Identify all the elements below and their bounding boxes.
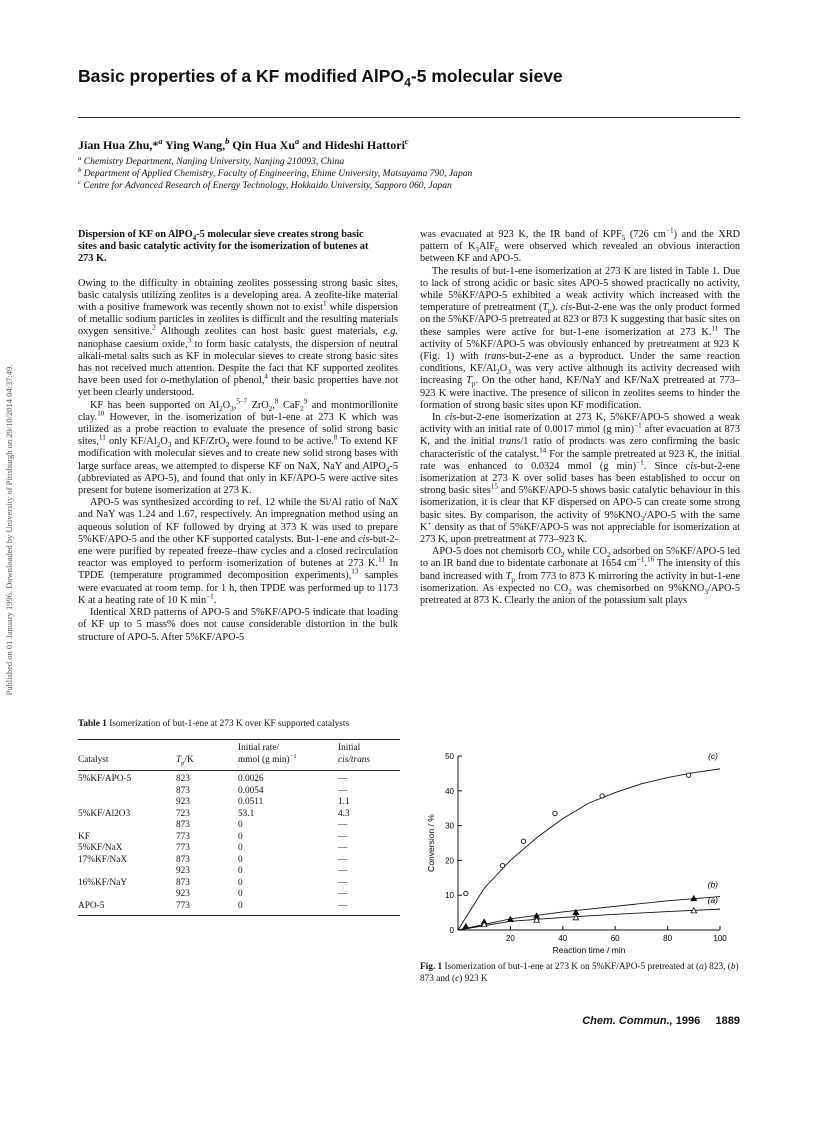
series-label: (c) (708, 750, 718, 761)
affiliations (78, 156, 740, 192)
title-rule (78, 117, 740, 118)
table-cell: 16%KF/NaY (78, 877, 128, 888)
table-cell: 723 (176, 808, 190, 819)
table-cell: APO-5 (78, 900, 105, 911)
y-tick-label: 10 (445, 891, 454, 901)
table-cell: 0.0511 (238, 797, 264, 807)
x-tick-label: 80 (663, 934, 673, 943)
page-number: 1889 (715, 1015, 740, 1027)
y-tick-label: 50 (445, 752, 454, 761)
data-point (500, 863, 504, 867)
table-cell: 0 (238, 866, 243, 876)
table-cell: — (338, 843, 348, 853)
table-cell: 0 (238, 831, 243, 842)
x-axis-label: Reaction time / min (552, 945, 626, 955)
table-cell: 773 (176, 900, 190, 911)
table-cell: 823 (176, 774, 190, 784)
journal-name: Chem. Commun., (582, 1015, 673, 1027)
y-tick-label: 30 (445, 821, 454, 831)
table-cell: — (338, 866, 348, 876)
x-tick-label: 20 (505, 934, 515, 943)
body-paragraph-7: In cis-but-2-ene isomerization at 273 K, 5%KF/APO-5 showed a weak activity with an initial rate of 0.0017 mmol (g min)$^{-1}$ after evacuation at 873 K, and the initial trans/1 ratio of products was zero confirming the basic characteristic of the catalyst.$^{14}$ For the sample pretreated at 923 K, the initial rate was enhanced to 0.0324 mmol (g min)$^{-1}$. Since cis-but-2-ene isomerization at 273 K over solid bases has been established to occur on strong basic sites$^{15}$ and 5%KF/APO-5 shows basic catalytic behaviour in this isomerization, it is clear that KF dispersed on APO-5 can create some strong basic sites. By comparison, the activity of $9\%KNO_3/APO-5$ with the same K+ density as that of 5%KF/APO-5 was not appreciable for isomerization at 273 K, upon pretreatment at 773–923 K. (420, 412, 741, 546)
table-header-catalyst: Catalyst (78, 740, 176, 771)
data-point (464, 891, 468, 895)
table-cell: — (338, 889, 348, 899)
download-watermark-text: Published on 01 January 1996. Downloaded by University of Pittsburgh on 29/10/2014 04:37:49. (4, 364, 14, 696)
y-tick-label: 0 (449, 926, 454, 935)
table-header-rate: Initial rate/ mmol (g min)$^{-1}$ (238, 740, 338, 771)
table-cell: — (338, 774, 348, 784)
table-cell: 0 (238, 854, 243, 865)
table-header-row (78, 740, 400, 771)
table-cell: 0.0054 (238, 785, 264, 796)
table-cell: 0 (238, 877, 243, 888)
table-cell: 923 (176, 866, 190, 876)
table-cell: — (338, 900, 348, 911)
table-row (78, 878, 400, 890)
series-label: (b) (707, 879, 718, 890)
table-cell: 1.1 (338, 797, 350, 807)
table-row (78, 820, 400, 832)
page-footer (420, 1015, 740, 1027)
table-row (78, 786, 400, 798)
table-cell: — (338, 831, 348, 842)
body-paragraph-8: APO-5 does not chemisorb $CO_2$ while $CO_2$ adsorbed on 5%KF/APO-5 led to an IR band due to bidentate carbonate at 1654 $cm^{-1}.^{16}$ The intensity of this band increased with $T_p$ from 773 to 873 K mirroring the activity in but-1-ene isomerization. As expected no $CO_2$ was chemisorbed on $9\%KNO_3/APO-5$ pretreated at 873 K. Clearly the anion of the potassium salt plays (420, 546, 740, 607)
table-cell: 0 (238, 843, 243, 853)
table-row (78, 866, 400, 878)
journal-year: 1996 (675, 1015, 701, 1027)
table-cell (78, 820, 176, 832)
table-row (78, 889, 400, 901)
affiliation-a: $^a$ Chemistry Department, Nanjing University, Nanjing 210093, China (78, 154, 345, 167)
data-point (686, 773, 690, 777)
affiliation-b: $^b$ Department of Applied Chemistry, Faculty of Engineering, Ehime University, Matsuyama 790, Japan (78, 166, 473, 179)
table-header-ratio: Initial cis/trans (338, 740, 400, 771)
article-title: Basic properties of a KF modified AlPO$_4$-5 molecular sieve (78, 66, 563, 90)
body-paragraph-4: Identical XRD patterns of APO-5 and 5%KF/APO-5 indicate that loading of KF up to 5 mass% does not cause considerable distortion in the bulk structure of APO-5. After 5%KF/APO-5 (78, 607, 398, 643)
results-table (78, 739, 400, 916)
table-row (78, 797, 400, 809)
table-cell: 5%KF/APO-5 (78, 774, 132, 784)
conversion-chart (420, 750, 742, 962)
table-cell: KF (78, 831, 90, 842)
table-cell: — (338, 820, 348, 830)
table-cell: 873 (176, 877, 190, 888)
body-paragraph-6: The results of but-1-ene isomerization at 273 K are listed in Table 1. Due to lack of strong acidic or basic sites APO-5 showed practically no activity, while 5%KF/APO-5 exhibited a weak activity which increased with the temperature of pretreatment $(T_p)$. cis-But-2-ene was the only product formed on the 5%KF/APO-5 pretreated at 823 or 873 K suggesting that basic sites on these samples were active for but-1-ene isomerization at 273 K.$^{11}$ The activity of 5%KF/APO-5 was obviously enhanced by pretreatment at 923 K (Fig. 1) with trans-but-2-ene as a byproduct. Under the same reaction conditions, $KF/Al_2O_3$ was very active although its activity decreased with increasing $T_p$. On the other hand, KF/NaY and KF/NaX pretreated at 773–923 K were inactive. The presence of silicon in zeolites seems to hinder the formation of strong basic sites upon KF modification. (420, 265, 741, 411)
data-point (600, 794, 604, 798)
data-point (553, 811, 557, 815)
table-cell: 923 (176, 889, 190, 899)
download-watermark (2, 90, 16, 970)
series-line (458, 897, 720, 930)
table-row (78, 832, 400, 844)
table-caption: Table 1 Isomerization of but-1-ene at 273 K over KF supported catalysts (78, 719, 350, 729)
series-line (458, 909, 720, 930)
table-cell: 923 (176, 797, 190, 807)
table-cell: 0 (238, 889, 243, 899)
y-tick-label: 40 (445, 786, 454, 796)
x-tick-label: 40 (558, 934, 568, 943)
table-cell: — (338, 785, 348, 796)
data-point (463, 924, 469, 929)
table-cell: 773 (176, 843, 190, 853)
table-cell (78, 797, 176, 809)
affiliation-c: $^c$ Centre for Advanced Research of Energy Technology, Hokkaido University, Sapporo 060, Japan (78, 178, 452, 191)
table-cell (78, 889, 176, 901)
table-row (78, 901, 400, 916)
table-row (78, 809, 400, 821)
figure-caption: Fig. 1 Isomerization of but-1-ene at 273 K on 5%KF/APO-5 pretreated at (a) 823, (b) 873 and (c) 923 K (420, 962, 739, 984)
data-point (521, 839, 525, 843)
series-line (458, 769, 720, 930)
table-cell: 0.0026 (238, 774, 264, 784)
body-paragraph-1: Owing to the difficulty in obtaining zeolites possessing strong basic sites, basic catalysis utilizing zeolites is a developing area. A zeolite-like material with a positive framework was recently shown not to exist$^1$ while dispersion of metallic sodium particles in zeolites is difficult and the resulting materials oxygen sensitive.$^2$ Although zeolites can host basic guest materials, e.g. nanophase caesium oxide,$^3$ to form basic catalysts, the dispersion of neutral alkali-metal salts such as KF in molecular sieves to create strong basic sites has not received much attention. Despite the fact that KF supported zeolites have been used for o-methylation of phenol,$^4$ their basic properties have not yet been clearly understood. (78, 277, 398, 399)
body-paragraph-3: APO-5 was synthesized according to ref. 12 while the Si/Al ratio of NaX and NaY was 1.24 and 1.67, respectively. An impregnation method using an aqueous solution of KF followed by drying at 373 K was used to prepare 5%KF/APO-5 and the other KF supported catalysts. But-1-ene and cis-but-2-ene were purified by repeated freeze–thaw cycles and a closed recirculation reactor was employed to perform isomerization of butenes at 273 K.$^{11}$ In TPDE (temperature programmed decomposition experiments),$^{13}$ samples were evacuated at room temp. for 1 h, then TPDE was performed up to 1173 K at a heating rate of 10 K $\min^{-1}$. (78, 497, 399, 606)
table-cell: 5%KF/Al2O3 (78, 808, 131, 819)
y-tick-label: 20 (445, 856, 454, 866)
right-column (420, 226, 741, 607)
table-row (78, 771, 400, 786)
table-cell: 17%KF/NaX (78, 854, 128, 865)
table-cell: 873 (176, 854, 190, 865)
table-cell: 4.3 (338, 808, 350, 819)
table-cell: — (338, 854, 348, 865)
table-cell: 5%KF/NaX (78, 843, 123, 853)
table-cell (78, 866, 176, 878)
body-paragraph-2: KF has been supported on $Al_2O_3,^{5-7}$ ZrO$_2$,$^8$ CaF$_2^9$ and montmorillonite clay.$^{10}$ However, in the isomerization of but-1-ene at 273 K which was utilized as a probe reaction to evaluate the presence of solid strong basic sites,$^{11}$ only $KF/Al_2O_3$ and KF/ZrO$_2$ were found to be active.$^8$ To extend KF modification with molecular sieves and to create new solid strong bases with large surface areas, we attempted to disperse KF on NaX, NaY and AlPO$_4$-5 (abbreviated as APO-5), and found that only in KF/APO-5 were active sites present for butene isomerization at 273 K. (78, 397, 398, 497)
body-paragraph-5: was evacuated at 923 K, the IR band of $KPF_5$ (726 $cm^{-1}$) and the XRD pattern of $K_3AlF_6$ were observed which revealed an obvious interaction between KF and APO-5. (420, 226, 741, 265)
author-list: Jian Hua Zhu,*$^a$ Ying Wang,$^b$ Qin Hua Xu$^a$ and Hideshi Hattori$^c$ (78, 137, 409, 152)
table-cell: 773 (176, 831, 190, 842)
table-cell: 53.1 (238, 808, 255, 819)
figure-1 (420, 750, 742, 962)
data-point (573, 915, 579, 920)
x-tick-label: 60 (610, 934, 620, 943)
table-cell: 0 (238, 900, 243, 911)
table-cell: — (338, 877, 348, 888)
table-cell: 873 (176, 785, 190, 796)
table-row (78, 855, 400, 867)
table-header-tp: $T_p/K$ (176, 740, 238, 771)
series-label: (a) (707, 895, 718, 906)
x-tick-label: 100 (713, 934, 727, 943)
table-cell (78, 786, 176, 798)
abstract: Dispersion of KF on AlPO$_4$-5 molecular sieve creates strong basic sites and basic catalytic activity for the isomerization of butenes at 273 K. (78, 229, 369, 265)
table-row (78, 843, 400, 855)
y-axis-label: Conversion / % (426, 814, 436, 872)
table-cell: 0 (238, 820, 243, 830)
left-column (78, 229, 398, 644)
table-cell: 873 (176, 820, 190, 830)
